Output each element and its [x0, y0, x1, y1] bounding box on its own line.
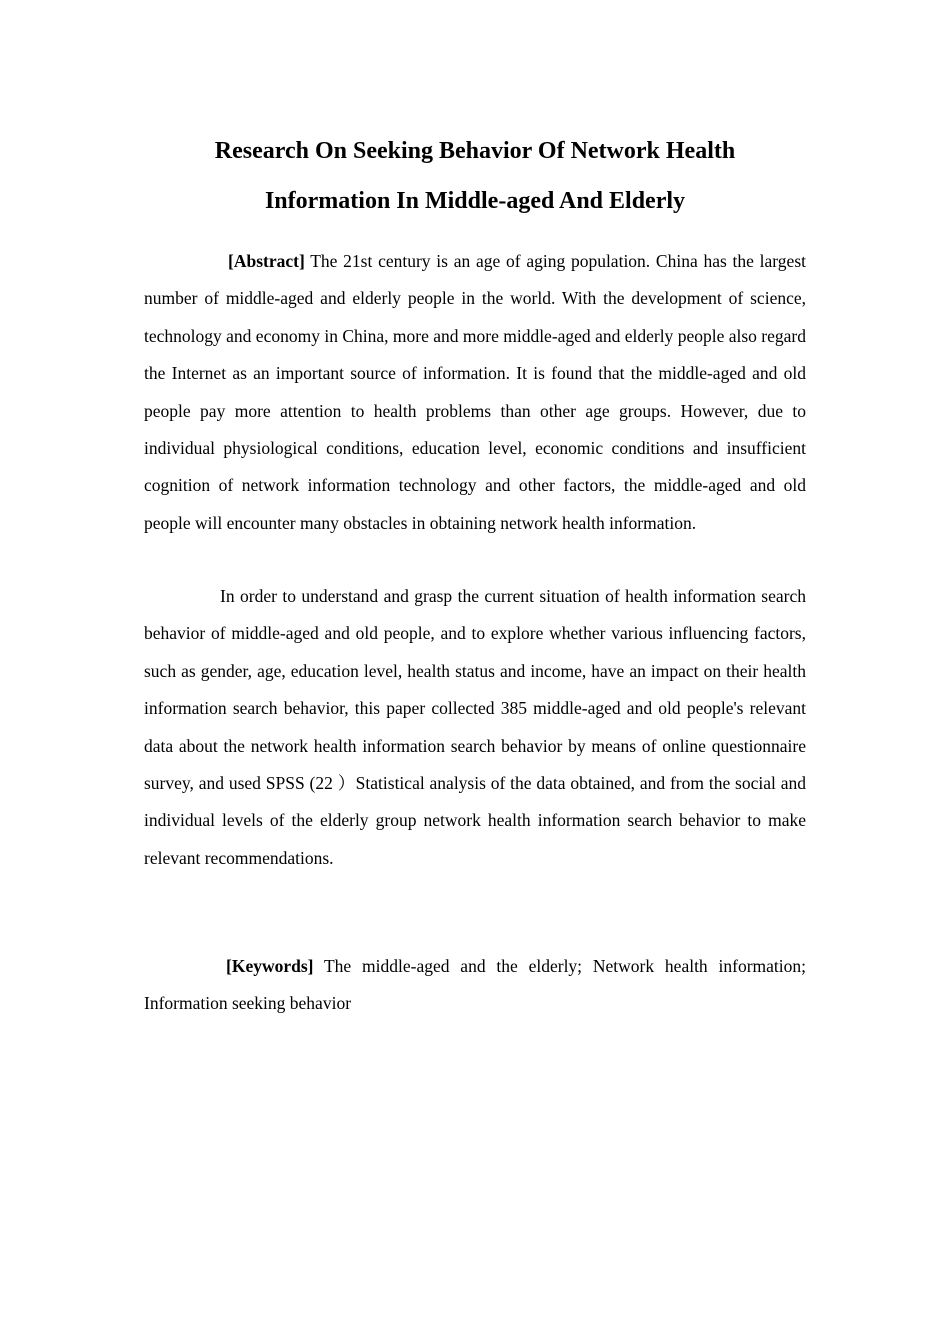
abstract-paragraph — [144, 243, 806, 542]
keywords-label: [Keywords] — [226, 956, 314, 976]
keywords-paragraph — [144, 948, 806, 1023]
abstract-paragraph-2: In order to understand and grasp the current situation of health information search behavior of middle-aged and old people, and to explore whether various influencing factors, such as gender, age, education level, health status and income, have an impact on their health information search behavior, this paper collected 385 middle-aged and old people's relevant data about the network health information search behavior by means of online questionnaire survey, and used SPSS (22 ）Statistical analysis of the data obtained, and from the social and individual levels of the elderly group network health information search behavior to make relevant recommendations. — [144, 586, 806, 868]
title-line-1: Research On Seeking Behavior Of Network Health — [214, 138, 736, 164]
keywords-text: The middle-aged and the elderly; Network health information; Information seeking behavior — [144, 956, 806, 1014]
abstract-label: [Abstract] — [228, 251, 305, 271]
title-line-2: Information In Middle-aged And Elderly — [264, 188, 686, 214]
abstract-text: The 21st century is an age of aging population. China has the largest number of middle-aged and elderly people in the world. With the development of science, technology and economy in China, more and more middle-aged and elderly people also regard the Internet as an important source of information. It is found that the middle-aged and old people pay more attention to health problems than other age groups. However, due to individual physiological conditions, education level, economic conditions and insufficient cognition of network information technology and other factors, the middle-aged and old people will encounter many obstacles in obtaining network health information. — [144, 251, 806, 533]
document-title — [144, 126, 806, 226]
